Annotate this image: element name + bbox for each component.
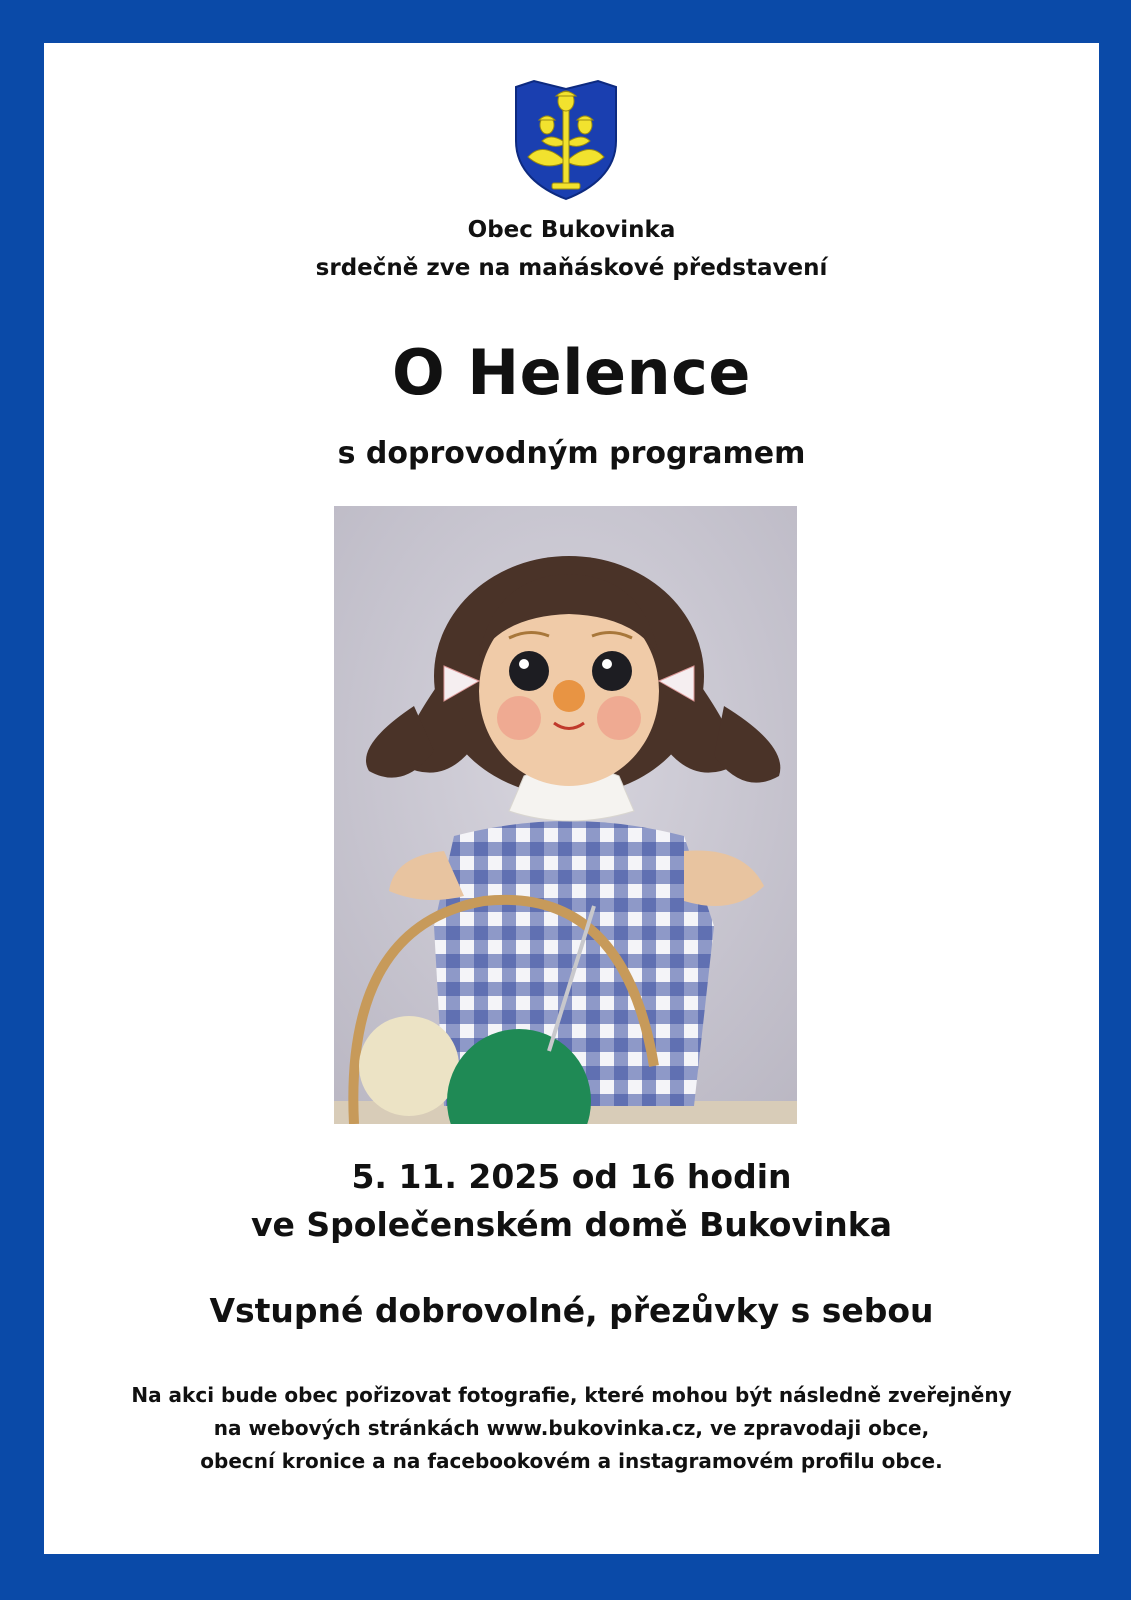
photo-notice-line-1: Na akci bude obec pořizovat fotografie, které mohou být následně zveřejněny [131,1383,1012,1407]
coat-of-arms-icon [512,79,620,201]
photo-notice-line-2: na webových stránkách www.bukovinka.cz, ve zpravodaji obce, [213,1416,930,1440]
poster-sheet [44,43,1099,1554]
show-subtitle: s doprovodným programem [337,436,806,471]
show-title: O Helence [392,336,751,409]
event-admission: Vstupné dobrovolné, přezůvky s sebou [209,1291,934,1330]
puppet-photo [334,506,797,1124]
event-datetime: 5. 11. 2025 od 16 hodin [351,1157,792,1196]
organizer-name: Obec Bukovinka [467,217,676,243]
event-place: ve Společenském domě Bukovinka [251,1205,892,1244]
invitation-text: srdečně zve na maňáskové představení [315,255,828,281]
photo-notice-line-3: obecní kronice a na facebookovém a instagramovém profilu obce. [200,1449,943,1473]
